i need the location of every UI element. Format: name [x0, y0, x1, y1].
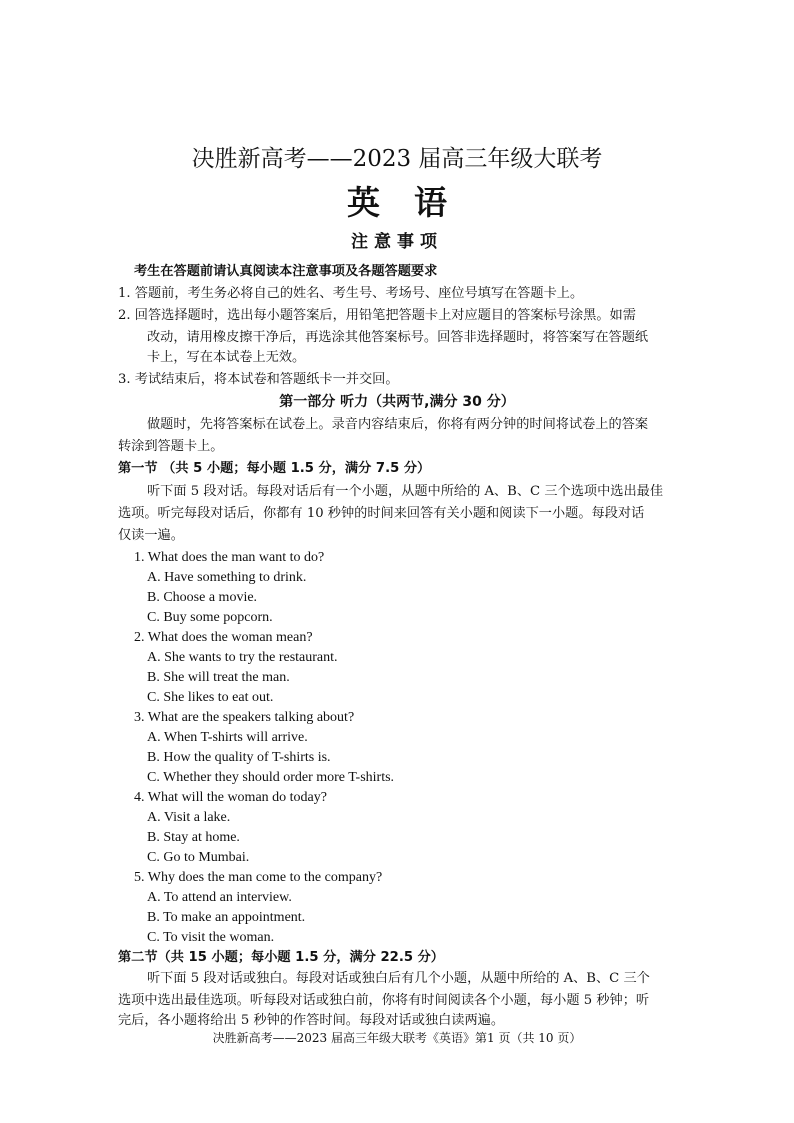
question-1-option-a: A. Have something to drink.: [147, 570, 307, 585]
question-3-option-c: C. Whether they should order more T-shirts.: [147, 770, 395, 785]
question-1-option-c: C. Buy some popcorn.: [147, 610, 273, 625]
section1-intro-line-2: 选项。听完每段对话后，你都有 10 秒钟的时间来回答有关小题和阅读下一小题。每段对话: [118, 506, 645, 521]
section1-heading: 第一节 （共 5 小题；每小题 1.5 分，满分 7.5 分）: [118, 461, 431, 476]
question-1-option-b: B. Choose a movie.: [147, 590, 258, 605]
question-4-option-c: C. Go to Mumbai.: [147, 850, 250, 865]
question-3-option-b: B. How the quality of T-shirts is.: [147, 750, 331, 765]
question-1: 1. What does the man want to do?: [134, 550, 325, 565]
question-2-option-c: C. She likes to eat out.: [147, 690, 274, 705]
question-2-option-a: A. She wants to try the restaurant.: [147, 650, 338, 665]
part1-intro-line-2: 转涂到答题卡上。: [118, 439, 224, 454]
question-4: 4. What will the woman do today?: [134, 790, 327, 805]
instruction-item-3: 3. 考试结束后，将本试卷和答题纸卡一并交回。: [118, 372, 399, 387]
instruction-item-2-line-1: 2. 回答选择题时，选出每小题答案后，用铅笔把答题卡上对应题目的答案标号涂黑。如需: [118, 308, 636, 323]
instructions-heading: 考生在答题前请认真阅读本注意事项及各题答题要求: [134, 264, 438, 279]
question-4-option-a: A. Visit a lake.: [147, 810, 231, 825]
question-5: 5. Why does the man come to the company?: [134, 870, 383, 885]
notice-heading: 注意事项: [351, 232, 443, 252]
question-4-option-b: B. Stay at home.: [147, 830, 240, 845]
instruction-item-1: 1. 答题前，考生务必将自己的姓名、考生号、考场号、座位号填写在答题卡上。: [118, 286, 584, 301]
question-5-option-b: B. To make an appointment.: [147, 910, 306, 925]
section2-intro-line-3: 完后，各小题将给出 5 秒钟的作答时间。每段对话或独白读两遍。: [118, 1013, 505, 1028]
question-2-option-b: B. She will treat the man.: [147, 670, 290, 685]
part1-heading: 第一部分 听力（共两节,满分 30 分）: [279, 394, 515, 410]
question-3: 3. What are the speakers talking about?: [134, 710, 355, 725]
question-3-option-a: A. When T-shirts will arrive.: [147, 730, 308, 745]
section1-intro-line-3: 仅读一遍。: [118, 528, 184, 543]
section2-intro-line-1: 听下面 5 段对话或独白。每段对话或独白后有几个小题，从题中所给的 A、B、C 三个: [147, 971, 650, 986]
part1-intro-line-1: 做题时，先将答案标在试卷上。录音内容结束后，你将有两分钟的时间将试卷上的答案: [147, 417, 649, 432]
question-5-option-a: A. To attend an interview.: [147, 890, 292, 905]
question-5-option-c: C. To visit the woman.: [147, 930, 275, 945]
instruction-item-2-line-2: 改动，请用橡皮擦干净后，再选涂其他答案标号。回答非选择题时，将答案写在答题纸: [147, 330, 649, 345]
exam-title: 决胜新高考——2023 届高三年级大联考: [191, 146, 603, 172]
page-footer: 决胜新高考——2023 届高三年级大联考《英语》第1 页（共 10 页）: [212, 1031, 582, 1045]
section2-heading: 第二节（共 15 小题；每小题 1.5 分，满分 22.5 分）: [118, 950, 444, 965]
instruction-item-2-line-3: 卡上，写在本试卷上无效。: [147, 350, 306, 365]
question-2: 2. What does the woman mean?: [134, 630, 313, 645]
section2-intro-line-2: 选项中选出最佳选项。听每段对话或独白前，你将有时间阅读各个小题，每小题 5 秒钟；听: [118, 993, 650, 1008]
subject-title: 英语: [347, 183, 481, 222]
section1-intro-line-1: 听下面 5 段对话。每段对话后有一个小题，从题中所给的 A、B、C 三个选项中选出最佳: [147, 484, 664, 499]
